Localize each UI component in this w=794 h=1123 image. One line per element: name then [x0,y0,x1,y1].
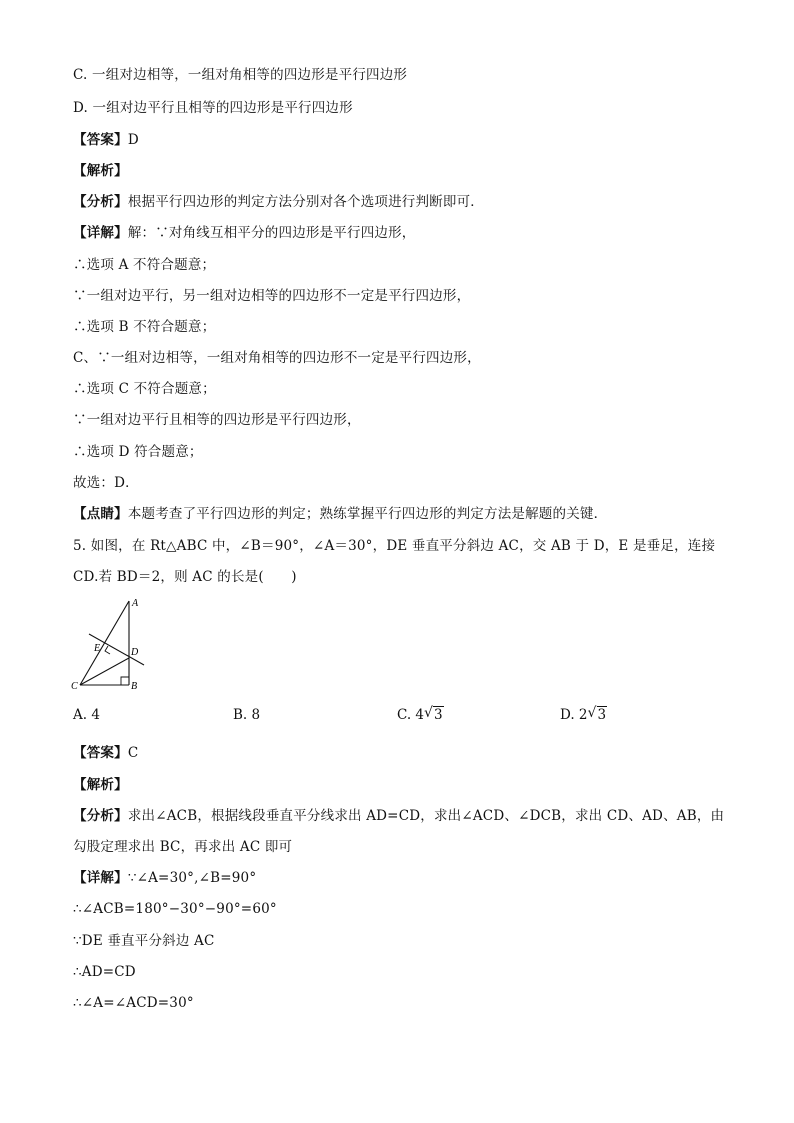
comment-text: 本题考查了平行四边形的判定；熟练掌握平行四边形的判定方法是解题的关键． [127,506,608,522]
choice-d [560,706,607,724]
label-b: B [131,681,138,692]
detail-2-line-2: ∴∠ACB=180°−30°−90°=60° [73,901,277,917]
radical-sign: √ [587,705,597,721]
triangle-figure [66,596,156,696]
analysis-summary-2-cont: 勾股定理求出 BC，再求出 AC 即可 [73,839,293,855]
right-angle-mark-b [121,677,129,685]
detail-line-6: ∴选项 C 不符合题意； [73,381,216,397]
label-c: C [71,681,78,692]
answer-tag: 【答案】 [73,132,128,148]
detail-line-7: ∵一组对边平行且相等的四边形是平行四边形， [73,412,361,428]
summary-text: 根据平行四边形的判定方法分别对各个选项进行判断即可． [127,194,485,210]
question-5-line-1: 5. 如图，在 Rt△ABC 中，∠B＝90°，∠A＝30°，DE 垂直平分斜边 AC，交 AB 于 D，E 是垂足，连接 [73,538,716,554]
detail-line-4: ∴选项 B 不符合题意； [73,319,216,335]
radical-sign: √ [424,705,433,721]
detail-tag: 【详解】 [73,870,128,886]
detail-line-5: C、∵一组对边相等，一组对角相等的四边形不一定是平行四边形， [73,350,481,366]
sqrt-3-d [588,706,608,724]
summary-text: 求出∠ACB，根据线段垂直平分线求出 AD=CD，求出∠ACD、∠DCB，求出 CD、AD、AB，由 [127,808,725,824]
detail-line-3: ∵一组对边平行，另一组对边相等的四边形不一定是平行四边形， [73,288,471,304]
detail-text: ∵∠A=30°,∠B=90° [127,870,257,886]
analysis-heading [73,162,128,180]
radicand: 3 [597,707,607,723]
detail-line-2: ∴选项 A 不符合题意； [73,257,216,273]
right-angle-mark-e [105,646,110,654]
detail-2-line-3: ∵DE 垂直平分斜边 AC [73,933,215,949]
answer-value: D [127,132,139,148]
analysis-tag: 【解析】 [73,777,128,793]
answer-line-2 [73,744,138,762]
summary-tag: 【分析】 [73,808,128,824]
summary-tag: 【分析】 [73,194,128,210]
choice-a: A. 4 [73,707,100,723]
choice-d-prefix: D. 2 [560,707,588,723]
label-a: A [132,598,139,609]
detail-line-1 [73,224,416,242]
analysis-heading-2 [73,776,128,794]
choice-c [397,706,444,724]
answer-tag: 【答案】 [73,745,128,761]
comment-tag: 【点睛】 [73,506,128,522]
answer-line [73,131,139,149]
detail-tag: 【详解】 [73,225,128,241]
detail-2-line-4: ∴AD=CD [73,964,136,980]
detail-text: 解：∵对角线互相平分的四边形是平行四边形， [127,225,416,241]
detail-line-8: ∴选项 D 符合题意； [73,444,203,460]
option-c-text: C. 一组对边相等，一组对角相等的四边形是平行四边形 [73,67,408,83]
option-d-text: D. 一组对边平行且相等的四边形是平行四边形 [73,100,353,116]
analysis-summary-2 [73,807,724,825]
choice-b: B. 8 [233,707,261,723]
question-5-line-2: CD.若 BD＝2，则 AC 的长是( ) [73,569,297,585]
label-d: D [131,647,139,658]
detail-2-line-1 [73,869,256,887]
comment-line [73,505,607,523]
detail-2-line-5: ∴∠A=∠ACD=30° [73,995,194,1011]
radicand: 3 [434,707,443,723]
answer-value: C [127,745,139,761]
choice-c-prefix: C. 4 [397,707,425,723]
choice-line: 故选：D． [73,475,139,491]
analysis-tag: 【解析】 [73,163,128,179]
label-e: E [94,643,101,654]
sqrt-3-c [424,706,444,724]
analysis-summary [73,193,484,211]
